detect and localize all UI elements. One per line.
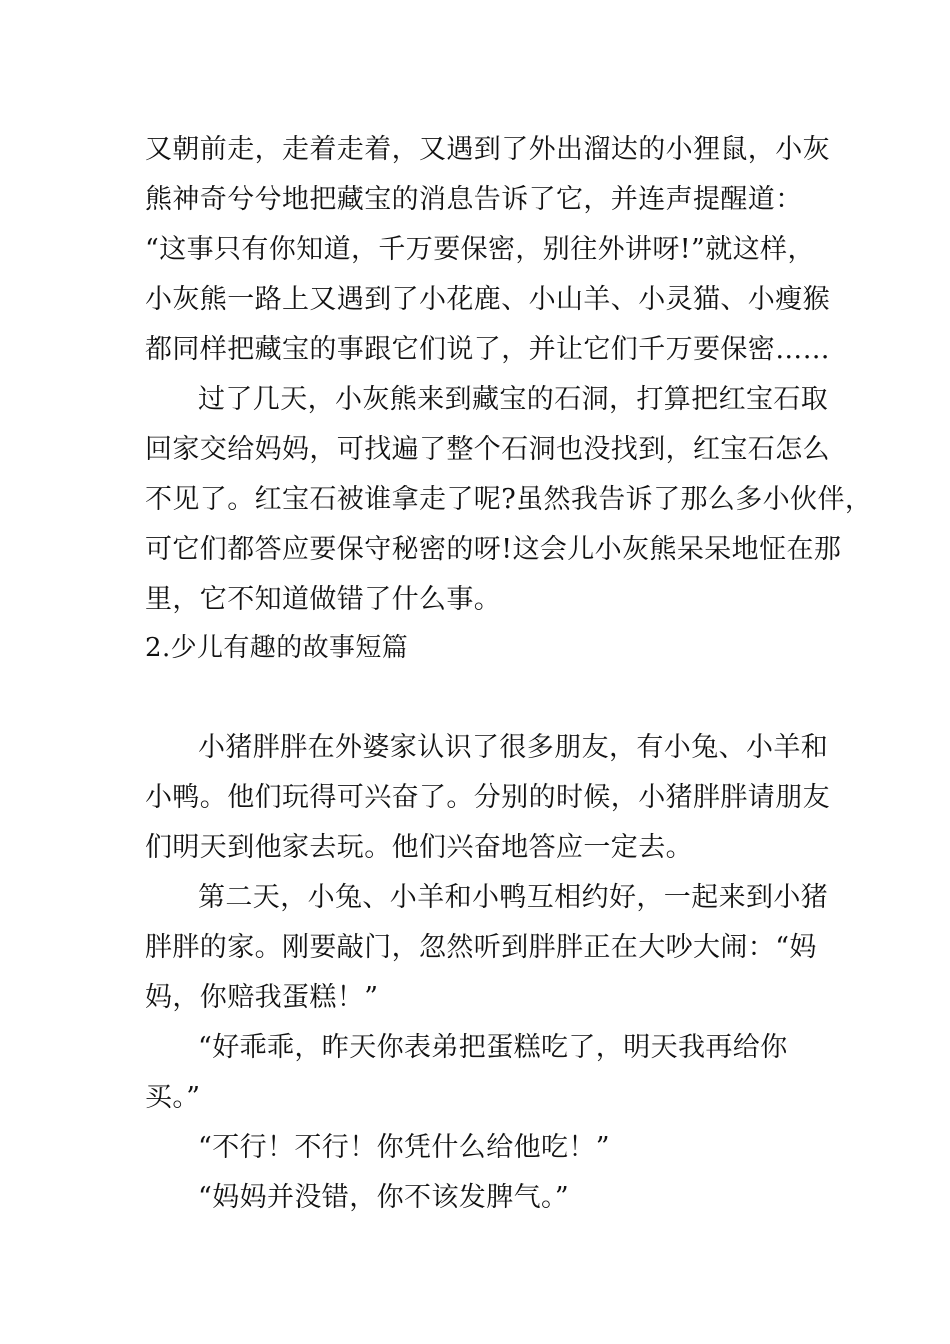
text-line: 妈，你赔我蛋糕！”	[145, 982, 379, 1013]
text-line: “妈妈并没错，你不该发脾气。”	[198, 1182, 570, 1213]
text-line: 回家交给妈妈，可找遍了整个石洞也没找到，红宝石怎么	[145, 434, 830, 465]
text-line: 胖胖的家。刚要敲门，忽然听到胖胖正在大吵大闹：“妈	[145, 932, 817, 963]
text-line: “好乖乖，昨天你表弟把蛋糕吃了，明天我再给你	[198, 1032, 788, 1063]
text-line: 买。”	[145, 1082, 201, 1113]
text-line: 熊神奇兮兮地把藏宝的消息告诉了它，并连声提醒道：	[145, 184, 803, 215]
text-line: “不行！不行！你凭什么给他吃！”	[198, 1132, 611, 1163]
text-line: 小鸭。他们玩得可兴奋了。分别的时候，小猪胖胖请朋友	[145, 782, 830, 813]
text-line: 不见了。红宝石被谁拿走了呢?虽然我告诉了那么多小伙伴，	[145, 484, 873, 515]
text-line: 又朝前走，走着走着，又遇到了外出溜达的小狸鼠，小灰	[145, 134, 830, 165]
text-line: 里，它不知道做错了什么事。	[145, 584, 502, 615]
text-line: 小猪胖胖在外婆家认识了很多朋友，有小兔、小羊和	[198, 732, 829, 763]
text-line: 小灰熊一路上又遇到了小花鹿、小山羊、小灵猫、小瘦猴	[145, 284, 830, 315]
text-line: 第二天，小兔、小羊和小鸭互相约好，一起来到小猪	[198, 882, 829, 913]
text-line: 可它们都答应要保守秘密的呀!这会儿小灰熊呆呆地怔在那	[145, 534, 842, 565]
section-heading: 2.少儿有趣的故事短篇	[145, 633, 409, 663]
text-line: 都同样把藏宝的事跟它们说了，并让它们千万要保密……	[145, 334, 830, 365]
text-line: 过了几天，小灰熊来到藏宝的石洞，打算把红宝石取	[198, 384, 829, 415]
text-line: 们明天到他家去玩。他们兴奋地答应一定去。	[145, 832, 693, 863]
text-line: “这事只有你知道，千万要保密，别往外讲呀!”就这样，	[145, 234, 815, 265]
